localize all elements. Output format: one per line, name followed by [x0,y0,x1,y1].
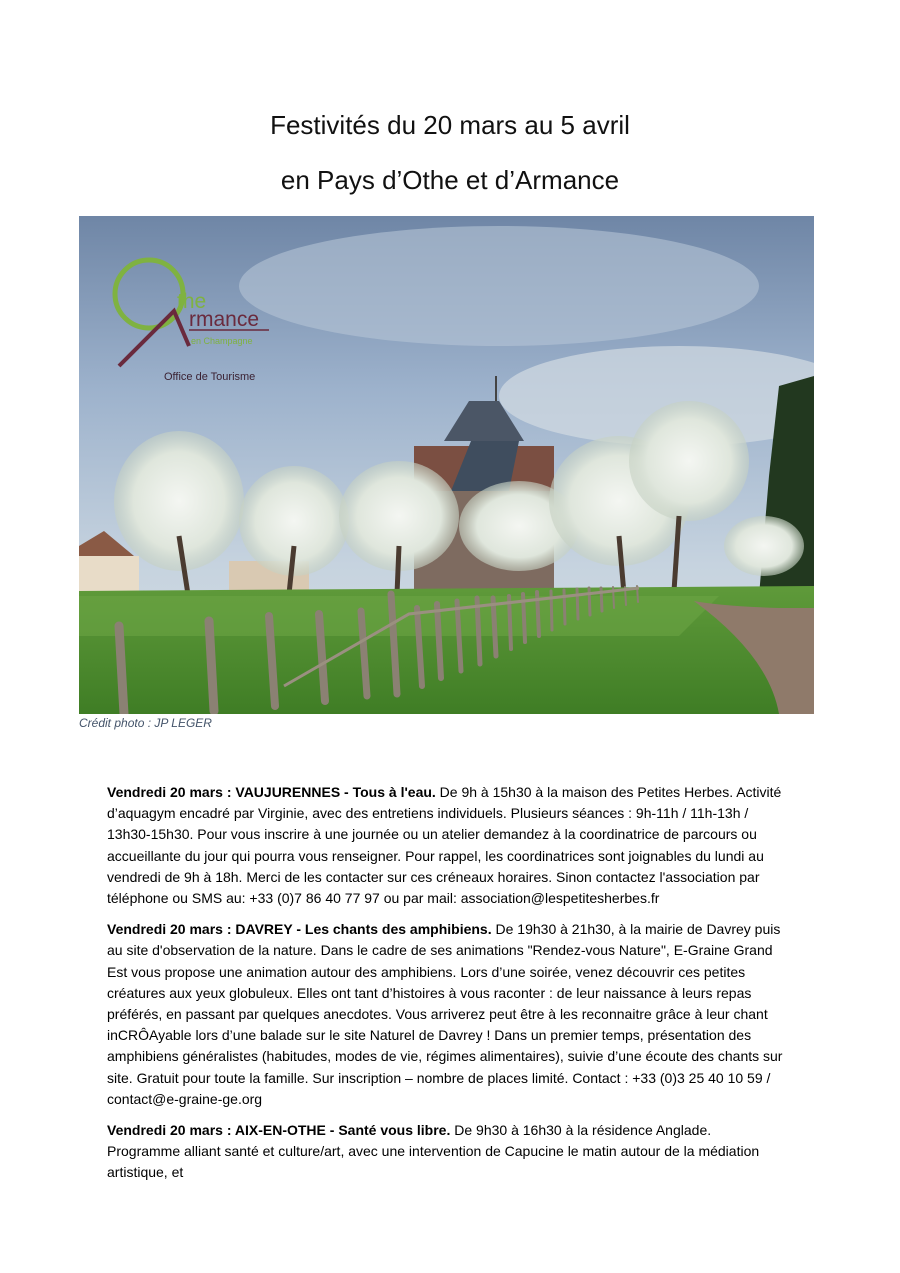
page-subtitle: en Pays d’Othe et d’Armance [280,165,620,195]
logo-word-the: the [177,290,207,313]
event-item [107,1120,787,1184]
page-title: Festivités du 20 mars au 5 avril [270,110,630,140]
event-text: De 19h30 à 21h30, à la mairie de Davrey puis au site d'observation de la nature. Dans le cadre de ses animations "Rendez-vous Nature", E-Graine Grand Est vous propose une animation autour des amphibiens. Lors d’une soirée, venez découvrir ces petites créatures aux yeux globuleux. Elles ont tant d’histoires à vous raconter : de leur naissance à leurs repas préférés, en passant par quelques anecdotes. Vous arriverez peut être à les reconnaitre grâce à leur chant inCRÔAyable lors d’une balade sur le site Naturel de Davrey ! Dans un premier temps, présentation des amphibiens généralistes (habitudes, modes de vie, régimes alimentaires), suivie d’une écoute des chants sur site. Gratuit pour toute la famille. Sur inscription – nombre de places limité. Contact : +33 (0)3 25 40 10 59 / contact@e-graine-ge.org [107,921,783,1107]
logo-word-armance: rmance [189,308,260,331]
event-text: De 9h à 15h30 à la maison des Petites Herbes. Activité d’aquagym encadré par Virginie, avec des entretiens individuels. Plusieurs séances : 9h-11h / 11h-13h / 13h30-15h30. Pour vous inscrire à une journée ou un atelier demandez à la coordinatrice de parcours ou accueillante du jour qui pourra vous renseigner. Pour rappel, les coordinatrices sont joignables du lundi au vendredi de 9h à 18h. Merci de les contacter sur ces créneaux horaires. Sinon contactez l'association par téléphone ou SMS au: +33 (0)7 86 40 77 97 ou par mail: association@lespetitesherbes.fr [107,784,782,907]
landscape-photo [79,216,814,714]
event-item [107,919,787,1110]
events-list [107,782,787,1194]
logo-tagline: en Champagne [191,336,253,346]
event-heading: Vendredi 20 mars : DAVREY - Les chants des amphibiens. [107,921,492,938]
event-text: De 9h30 à 16h30 à la résidence Anglade. Programme alliant santé et culture/art, avec une intervention de Capucine le matin autour de la médiation artistique, et [107,1122,760,1181]
event-heading: Vendredi 20 mars : VAUJURENNES - Tous à l'eau. [107,784,436,800]
photo-credit: Crédit photo : JP LEGER [79,716,212,730]
event-heading: Vendredi 20 mars : AIX-EN-OTHE - Santé vous libre. [107,1122,451,1139]
logo-office-label: Office de Tourisme [164,371,256,383]
event-item [107,782,787,909]
